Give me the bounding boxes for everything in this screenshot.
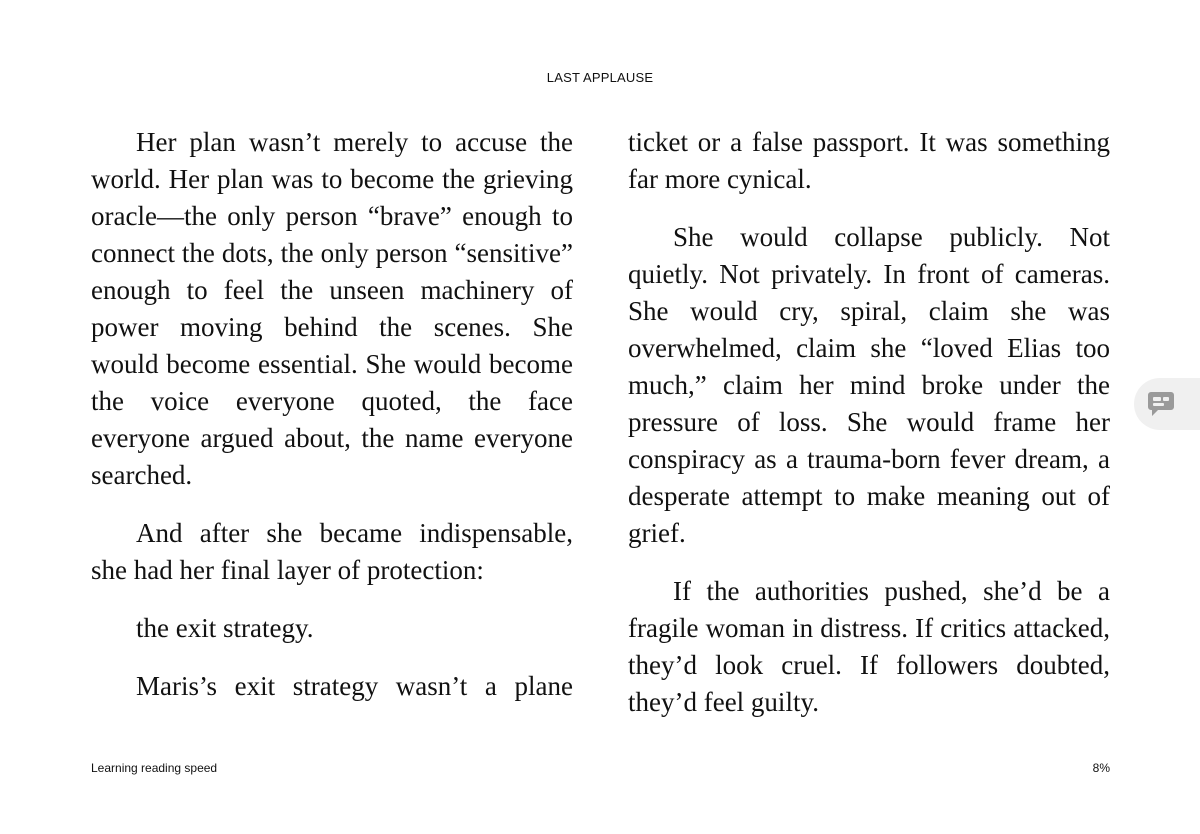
progress-percent: 8% — [1092, 761, 1110, 775]
paragraph: And after she became indispensable, she had her final layer of protection: — [91, 518, 573, 585]
left-page-text — [91, 124, 573, 726]
paragraph: She would collapse publicly. Not quietly. Not privately. In front of cameras. She would cry, spiral, claim she was overwhelmed, claim she “loved Elias too much,” claim her mind broke under the pressure of loss. She would frame her conspiracy as a trauma-born fever dream, a desperate attempt to make meaning out of grief. — [628, 222, 1110, 548]
paragraph: If the authorities pushed, she’d be a fragile woman in distress. If critics attacked, they’d look cruel. If followers doubted, they’d feel guilty. — [628, 576, 1110, 717]
paragraph: the exit strategy. — [136, 613, 314, 643]
paragraph: Her plan wasn’t merely to accuse the world. Her plan was to become the grieving oracle—the only person “brave” enough to connect the dots, the only person “sensitive” enough to feel the unseen machinery of power moving behind the scenes. She would become essential. She would become the voice everyone quoted, the face everyone argued about, the name everyone searched. — [91, 127, 573, 490]
reading-speed-status: Learning reading speed — [91, 761, 218, 775]
paragraph: Maris’s exit strategy wasn’t a plane — [136, 671, 573, 701]
comment-button[interactable] — [1134, 378, 1200, 430]
comment-icon — [1146, 390, 1176, 418]
paragraph: ticket or a false passport. It was something far more cynical. — [628, 127, 1110, 194]
right-page-text — [628, 124, 1110, 742]
book-title: LAST APPLAUSE — [546, 70, 654, 85]
